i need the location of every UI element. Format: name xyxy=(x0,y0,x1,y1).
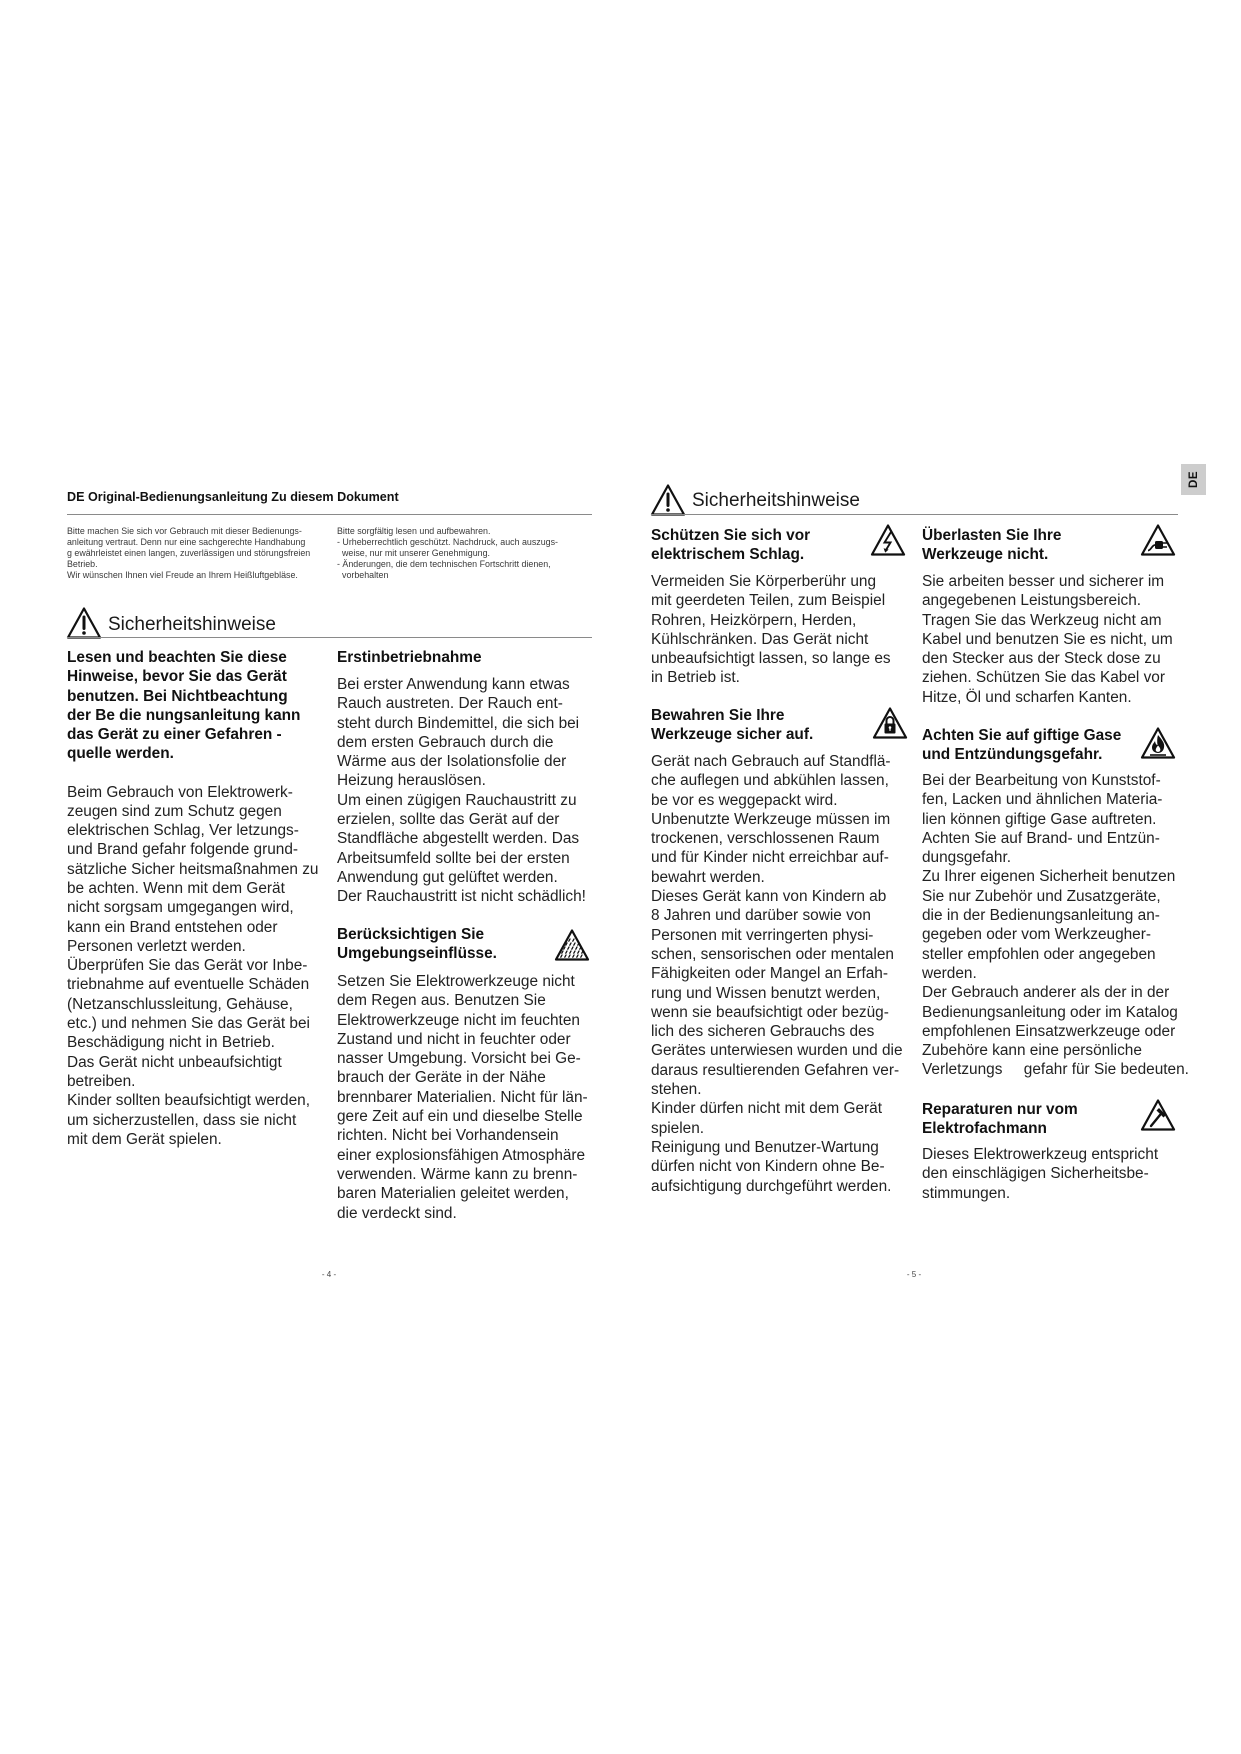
body-line: Kabel und benutzen Sie es nicht, um xyxy=(922,630,1173,648)
intro-line: - Urheberrechtlich geschützt. Nachdruck, auch auszugs- xyxy=(337,536,558,547)
body-line: erzielen, sollte das Gerät auf der xyxy=(337,811,560,829)
body-line: Wärme aus der Isolationsfolie der xyxy=(337,753,567,771)
body-line: trockenen, verschlossenen Raum xyxy=(651,830,880,848)
warning-triangle-icon xyxy=(650,483,686,517)
body-line: Das Gerät nicht unbeaufsichtigt xyxy=(67,1053,282,1071)
electric-text xyxy=(651,572,891,688)
body-line: Kinder dürfen nicht mit dem Gerät xyxy=(651,1100,882,1118)
section-title: Sicherheitshinweise xyxy=(692,490,860,511)
body-line: Personen mit verringerten physi- xyxy=(651,926,874,944)
heading-line: Umgebungseinflüsse. xyxy=(337,945,497,963)
body-line: Zustand und nicht in feuchter oder xyxy=(337,1030,571,1048)
general-safety-text xyxy=(67,783,319,1150)
body-line: brennbarer Materialien. Nicht für län- xyxy=(337,1088,588,1106)
body-line: dem Regen aus. Benutzen Sie xyxy=(337,992,546,1010)
first-use-text xyxy=(337,675,586,907)
body-line: Der Rauchaustritt ist nicht schädlich! xyxy=(337,888,586,906)
intro-line: Bitte machen Sie sich vor Gebrauch mit dieser Bedienungs- xyxy=(67,526,302,536)
body-line: lich des sicheren Gebrauchs des xyxy=(651,1023,875,1041)
body-line: gere Zeit auf ein und dieselbe Stelle xyxy=(337,1108,583,1126)
intro-line: Bitte sorgfältig lesen und aufbewahren. xyxy=(337,526,491,536)
safety-lead xyxy=(67,648,300,764)
body-line: Verletzungs gefahr für Sie bedeuten. xyxy=(922,1061,1189,1079)
body-line: die in der Bedienungsanleitung an- xyxy=(922,907,1160,925)
body-line: Bedienungsanleitung oder im Katalog xyxy=(922,1003,1178,1021)
body-line: die verdeckt sind. xyxy=(337,1204,457,1222)
body-line: Reinigung und Benutzer-Wartung xyxy=(651,1138,879,1156)
intro-text-left xyxy=(67,526,310,580)
rain-warning-icon xyxy=(554,928,590,962)
flame-warning-icon xyxy=(1140,726,1176,760)
body-line: sätzliche Sicher heitsmaßnahmen zu xyxy=(67,860,319,878)
heading-line: Elektrofachmann xyxy=(922,1120,1047,1138)
body-line: Sie arbeiten besser und sicherer im xyxy=(922,573,1165,590)
body-line: triebnahme auf eventuelle Schäden xyxy=(67,976,310,994)
body-line: 8 Jahren und darüber sowie von xyxy=(651,907,871,925)
body-line: fen, Lacken und ähnlichen Materia- xyxy=(922,791,1163,809)
intro-line: weise, nur mit unserer Genehmigung. xyxy=(342,547,490,558)
body-line: zeugen sind zum Schutz gegen xyxy=(67,802,282,820)
body-line: Zu Ihrer eigenen Sicherheit benutzen xyxy=(922,868,1176,886)
body-line: Setzen Sie Elektrowerkzeuge nicht xyxy=(337,973,575,990)
storage-heading xyxy=(651,706,813,745)
body-line: be achten. Wenn mit dem Gerät xyxy=(67,879,285,897)
body-line: nasser Umgebung. Vorsicht bei Ge- xyxy=(337,1050,581,1068)
gases-text xyxy=(922,771,1189,1080)
page-number: - 4 - xyxy=(321,1270,337,1279)
body-line: richten. Nicht bei Vorhandensein xyxy=(337,1127,559,1145)
heading-line: Werkzeuge sicher auf. xyxy=(651,726,814,744)
lead-line: benutzen. Bei Nichtbeachtung xyxy=(67,687,288,705)
body-line: elektrischen Schlag, Ver letzungs- xyxy=(67,822,299,840)
environment-text xyxy=(337,972,588,1223)
body-line: dungsgefahr. xyxy=(922,849,1011,867)
body-line: Zubehöre kann eine persönliche xyxy=(922,1042,1142,1060)
heading-line: Achten Sie auf giftige Gase xyxy=(922,727,1122,744)
lead-line: das Gerät zu einer Gefahren - xyxy=(67,726,282,744)
body-line: angegebenen Leistungsbereich. xyxy=(922,592,1142,610)
language-tab-label: DE xyxy=(1187,471,1200,488)
body-line: etc.) und nehmen Sie das Gerät bei xyxy=(67,1015,310,1033)
body-line: unbeaufsichtigt lassen, so lange es xyxy=(651,650,891,668)
warning-triangle-icon xyxy=(66,606,102,640)
body-line: Hitze, Öl und scharfen Kanten. xyxy=(922,688,1132,706)
heading-line: elektrischem Schlag. xyxy=(651,546,805,564)
body-line: Um einen zügigen Rauchaustritt zu xyxy=(337,791,577,809)
heading-line: Bewahren Sie Ihre xyxy=(651,707,785,724)
body-line: dürfen nicht von Kindern ohne Be- xyxy=(651,1158,885,1176)
intro-line: vorbehalten xyxy=(342,569,389,580)
body-line: kann ein Brand entstehen oder xyxy=(67,918,278,936)
repair-text xyxy=(922,1145,1158,1203)
body-line: Vermeiden Sie Körperberühr ung xyxy=(651,573,877,590)
body-line: Bei der Bearbeitung von Kunststof- xyxy=(922,772,1161,789)
section-divider xyxy=(651,514,1178,515)
intro-line: g ewährleistet einen langen, zuverlässigen und störungsfreien xyxy=(67,547,311,558)
heading-line: Erstinbetriebnahme xyxy=(337,649,482,666)
body-line: stehen. xyxy=(651,1081,702,1099)
body-line: Beschädigung nicht in Betrieb. xyxy=(67,1034,275,1052)
body-line: um sicherzustellen, dass sie nicht xyxy=(67,1111,297,1129)
body-line: be vor es weggepackt wird. xyxy=(651,791,838,809)
lock-warning-icon xyxy=(872,706,908,740)
heading-line: Berücksichtigen Sie xyxy=(337,926,485,943)
body-line: steller empfohlen oder angegeben xyxy=(922,945,1156,963)
body-line: Tragen Sie das Werkzeug nicht am xyxy=(922,611,1162,629)
body-line: mit dem Gerät spielen. xyxy=(67,1130,222,1148)
gases-heading xyxy=(922,726,1121,765)
heading-line: Schützen Sie sich vor xyxy=(651,527,811,544)
body-line: betreiben. xyxy=(67,1072,136,1090)
storage-text xyxy=(651,752,903,1196)
heading-line: und Entzündungsgefahr. xyxy=(922,746,1103,764)
body-line: Bei erster Anwendung kann etwas xyxy=(337,676,570,693)
body-line: Dieses Elektrowerkzeug entspricht xyxy=(922,1146,1159,1163)
heading-line: Überlasten Sie Ihre xyxy=(922,527,1062,544)
body-line: und für Kinder nicht erreichbar auf- xyxy=(651,849,889,867)
overload-text xyxy=(922,572,1173,707)
body-line: Personen verletzt werden. xyxy=(67,937,246,955)
body-line: werden. xyxy=(922,964,977,982)
body-line: steht durch Bindemittel, die sich bei xyxy=(337,714,580,732)
overload-heading xyxy=(922,526,1061,565)
tool-warning-icon xyxy=(1140,1098,1176,1132)
intro-line: - Änderungen, die dem technischen Fortschritt dienen, xyxy=(337,558,551,569)
lead-line: quelle werden. xyxy=(67,745,174,763)
environment-heading xyxy=(337,925,497,964)
body-line: verwenden. Wärme kann zu brenn- xyxy=(337,1165,578,1183)
first-use-heading xyxy=(337,648,482,667)
body-line: Unbenutzte Werkzeuge müssen im xyxy=(651,810,891,828)
intro-line: Betrieb. xyxy=(67,558,98,569)
body-line: in Betrieb ist. xyxy=(651,669,740,687)
body-line: Anwendung gut gelüftet werden. xyxy=(337,868,558,886)
body-line: Gerät nach Gebrauch auf Standflä- xyxy=(651,753,891,770)
body-line: Heizung herauslösen. xyxy=(337,772,486,790)
body-line: brauch der Geräte in der Nähe xyxy=(337,1069,546,1087)
body-line: Fähigkeiten oder Mangel an Erfah- xyxy=(651,965,888,983)
body-line: nicht sorgsam umgegangen wird, xyxy=(67,899,294,917)
body-line: empfohlenen Einsatzwerkzeuge oder xyxy=(922,1022,1176,1040)
body-line: che auflegen und abkühlen lassen, xyxy=(651,772,889,790)
body-line: Der Gebrauch anderer als der in der xyxy=(922,984,1170,1002)
body-line: schen, sensorischen oder mentalen xyxy=(651,945,894,963)
body-line: baren Materialien geleitet werden, xyxy=(337,1185,569,1203)
section-divider xyxy=(67,637,592,638)
body-line: Überprüfen Sie das Gerät vor Inbe- xyxy=(67,957,308,975)
body-line: Kinder sollten beaufsichtigt werden, xyxy=(67,1092,310,1110)
document-header: DE Original-Bedienungsanleitung Zu diesem Dokument xyxy=(67,490,399,504)
body-line: Gerätes unterwiesen wurden und die xyxy=(651,1042,903,1060)
body-line: den einschlägigen Sicherheitsbe- xyxy=(922,1165,1149,1183)
body-line: wenn sie beaufsichtigt oder bezüg- xyxy=(651,1003,889,1021)
intro-line: Wir wünschen Ihnen viel Freude an Ihrem Heißluftgebläse. xyxy=(67,569,298,580)
body-line: Achten Sie auf Brand- und Entzün- xyxy=(922,829,1160,847)
body-line: stimmungen. xyxy=(922,1184,1011,1202)
intro-line: anleitung vertraut. Denn nur eine sachgerechte Handhabung xyxy=(67,536,306,547)
body-line: gegeben oder vom Werkzeugher- xyxy=(922,926,1151,944)
lead-line: Hinweise, bevor Sie das Gerät xyxy=(67,668,287,686)
section-title: Sicherheitshinweise xyxy=(108,614,276,635)
header-divider xyxy=(67,514,592,515)
body-line: Sie nur Zubehör und Zusatzgeräte, xyxy=(922,887,1161,905)
body-line: aufsichtigung durchgeführt werden. xyxy=(651,1177,892,1195)
body-line: Elektrowerkzeuge nicht im feuchten xyxy=(337,1011,580,1029)
body-line: Kühlschränken. Das Gerät nicht xyxy=(651,630,869,648)
body-line: daraus resultierenden Gefahren ver- xyxy=(651,1061,900,1079)
body-line: Dieses Gerät kann von Kindern ab xyxy=(651,888,887,906)
electric-shock-warning-icon xyxy=(870,523,906,557)
body-line: Rauch austreten. Der Rauch ent- xyxy=(337,695,563,713)
body-line: den Stecker aus der Steck dose zu xyxy=(922,650,1161,668)
plug-warning-icon xyxy=(1140,523,1176,557)
body-line: (Netzanschlussleitung, Gehäuse, xyxy=(67,995,293,1013)
heading-line: Reparaturen nur vom xyxy=(922,1101,1078,1118)
lead-line: der Be die nungsanleitung kann xyxy=(67,706,301,724)
language-tab xyxy=(1181,464,1206,495)
body-line: Standfläche abgestellt werden. Das xyxy=(337,830,580,848)
lead-line: Lesen und beachten Sie diese xyxy=(67,649,287,666)
heading-line: Werkzeuge nicht. xyxy=(922,546,1049,564)
body-line: Rohren, Heizkörpern, Herden, xyxy=(651,611,857,629)
body-line: mit geerdeten Teilen, zum Beispiel xyxy=(651,592,886,610)
repair-heading xyxy=(922,1100,1078,1139)
body-line: ziehen. Schützen Sie das Kabel vor xyxy=(922,669,1165,687)
body-line: dem ersten Gebrauch durch die xyxy=(337,733,554,751)
body-line: rung und Wissen benutzt werden, xyxy=(651,984,881,1002)
body-line: einer explosionsfähigen Atmosphäre xyxy=(337,1146,586,1164)
body-line: Arbeitsumfeld sollte bei der ersten xyxy=(337,849,570,867)
body-line: spielen. xyxy=(651,1119,705,1137)
body-line: lien können giftige Gase auftreten. xyxy=(922,810,1157,828)
body-line: Beim Gebrauch von Elektrowerk- xyxy=(67,783,293,801)
electric-heading xyxy=(651,526,810,565)
page-number: - 5 - xyxy=(906,1270,922,1279)
body-line: und Brand gefahr folgende grund- xyxy=(67,841,299,859)
intro-text-right xyxy=(337,526,558,580)
body-line: bewahrt werden. xyxy=(651,868,765,886)
